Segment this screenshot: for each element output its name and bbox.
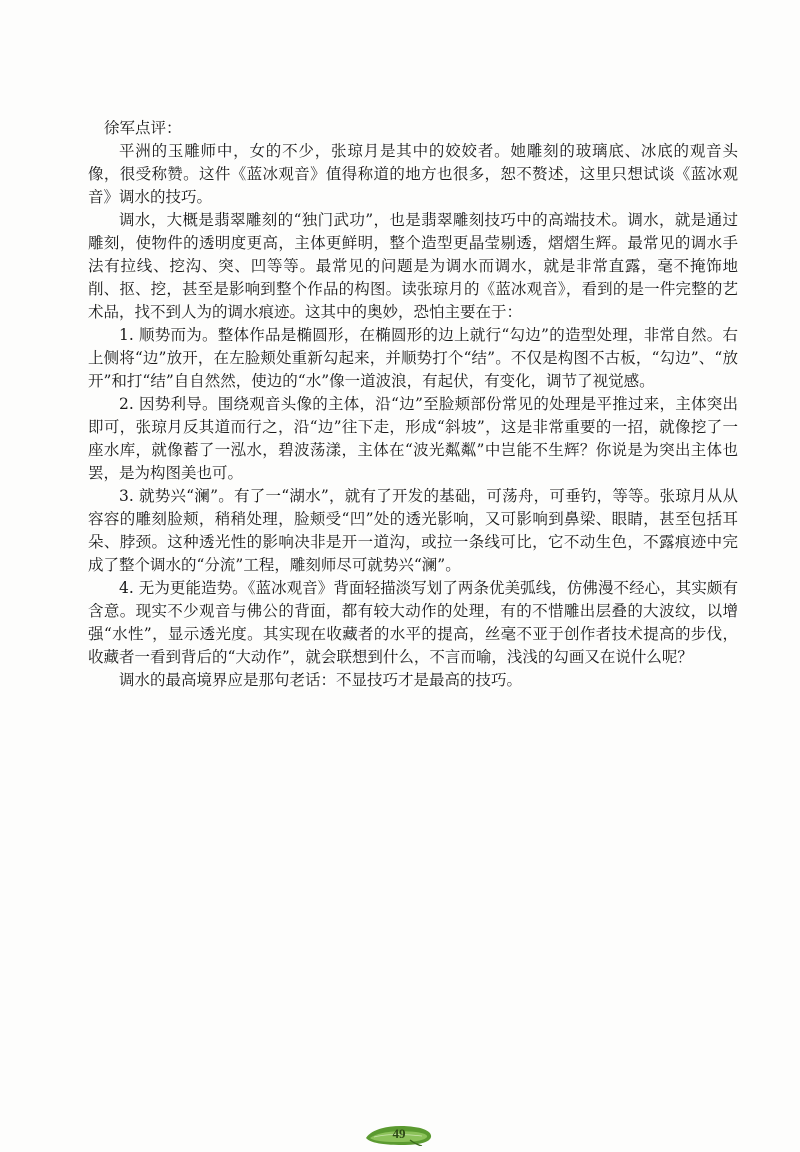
page-number: 49 (392, 1126, 406, 1141)
paragraph-point-1: 1. 顺势而为。整体作品是椭圆形，在椭圆形的边上就行“勾边”的造型处理，非常自然。右上侧将“边”放开，在左脸颊处重新勾起来，并顺势打个“结”。不仅是构图不古板，“勾边”、“放开”和打“结”自自然然，使边的“水”像一道波浪，有起伏，有变化，调节了视觉感。 (88, 326, 738, 390)
article-body (88, 117, 738, 692)
paragraph-conclusion: 调水的最高境界应是那句老话：不显技巧才是最高的技巧。 (119, 671, 523, 689)
paragraph-point-4: 4. 无为更能造势。《蓝冰观音》背面轻描淡写划了两条优美弧线，仿佛漫不经心，其实颇有含意。现实不少观音与佛公的背面，都有较大动作的处理，有的不惜雕出层叠的大波纹，以增强“水性”，显示透光度。其实现在收藏者的水平的提高，丝毫不亚于创作者技术提高的步伐，收藏者一看到背后的“大动作”，就会联想到什么，不言而喻，浅浅的勾画又在说什么呢？ (88, 579, 738, 666)
paragraph-water-technique: 调水，大概是翡翠雕刻的“独门武功”，也是翡翠雕刻技巧中的高端技术。调水，就是通过雕刻，使物件的透明度更高，主体更鲜明，整个造型更晶莹剔透，熠熠生辉。最常见的调水手法有拉线、挖沟、突、凹等等。最常见的问题是为调水而调水，就是非常直露，毫不掩饰地削、抠、挖，甚至是影响到整个作品的构图。读张琼月的《蓝冰观音》，看到的是一件完整的艺术品，找不到人为的调水痕迹。这其中的奥妙，恐怕主要在于： (88, 211, 738, 321)
paragraph-intro: 平洲的玉雕师中，女的不少，张琼月是其中的姣姣者。她雕刻的玻璃底、冰底的观音头像，很受称赞。这件《蓝冰观音》值得称道的地方也很多，恕不赘述，这里只想试谈《蓝冰观音》调水的技巧。 (88, 142, 738, 206)
paragraph-point-2: 2. 因势利导。围绕观音头像的主体，沿“边”至脸颊部份常见的处理是平推过来，主体突出即可，张琼月反其道而行之，沿“边”往下走，形成“斜坡”，这是非常重要的一招，就像挖了一座水库，就像蓄了一泓水，碧波荡漾，主体在“波光粼粼”中岂能不生辉？你说是为突出主体也罢，是为构图美也可。 (88, 395, 738, 482)
paragraph-point-3: 3. 就势兴“澜”。有了一“湖水”，就有了开发的基础，可荡舟，可垂钓，等等。张琼月从从容容的雕刻脸颊，稍稍处理，脸颊受“凹”处的透光影响，又可影响到鼻梁、眼睛，甚至包括耳朵、脖颈。这种透光性的影响决非是开一道沟，或拉一条线可比，它不动生色，不露痕迹中完成了整个调水的“分流”工程，雕刻师尽可就势兴“澜”。 (88, 487, 738, 574)
page-footer (364, 1122, 438, 1152)
commentary-heading: 徐军点评： (104, 119, 182, 137)
